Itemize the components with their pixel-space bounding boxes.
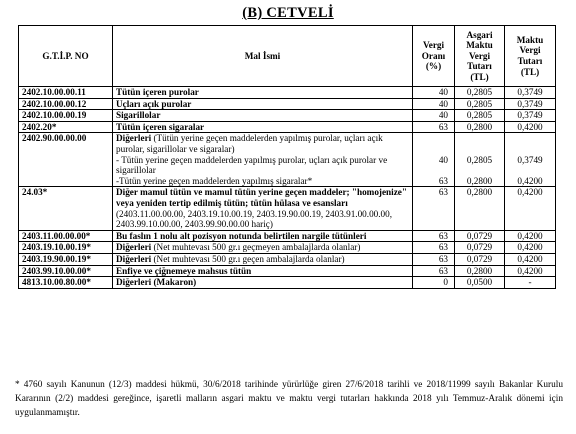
table-row [19,133,556,187]
table-row [19,277,556,289]
row-rate: 40 [413,87,455,99]
table-row [19,98,556,110]
row-min-tax: 0,0729 [455,242,505,254]
row-name: Tütün içeren sigaralar [113,121,413,133]
row-name-rest: (Net muhtevası 500 gr.ı geçmeyen ambalajlarda olanlar) [151,242,361,253]
row-sub-item: -Tütün yerine geçen maddelerden yapılmış sigaralar* [116,175,313,186]
row-rate: 40 [413,98,455,110]
row-rate-sub1: 40 [438,154,448,165]
row-min-tax: 0,2800 [455,121,505,133]
row-name-bold: Diğer mamul tütün ve mamul tütün yerine geçen maddeler; "homojenize" veya yeniden tertip edilmiş tütün; tütün hülasa ve esansları [116,187,407,208]
row-name-rest: (Net muhtevası 500 gr.ı geçen ambalajlarda olanlar) [151,253,345,264]
table-row [19,253,556,265]
row-fixed-tax [505,133,556,187]
row-code: 2402.10.00.00.19 [19,110,113,122]
table-row [19,230,556,242]
row-fixed-tax: 0,3749 [505,98,556,110]
row-min-tax: 0,0729 [455,230,505,242]
row-name-rest: (2403.11.00.00.00, 2403.19.10.00.19, 2403.19.90.00.19, 2403.91.00.00.00, 2403.99.10.00.00, 2403.99.90.00.00 hariç) [116,208,393,230]
row-rate: 63 [413,187,455,230]
row-fixed-tax: 0,4200 [505,253,556,265]
row-code: 2403.19.10.00.19* [19,242,113,254]
row-min-sub1: 0,2805 [466,154,493,165]
row-rate: 63 [413,242,455,254]
row-sub-item: - Tütün yerine geçen maddelerden yapılmış purolar, uçları açık purolar ve sigarillolar [116,154,388,176]
row-name [113,133,413,187]
header-min-tax: Asgari Maktu Vergi Tutarı (TL) [455,26,505,87]
row-name: Sigarillolar [113,110,413,122]
table-header-row [19,26,556,87]
row-min-tax: 0,2805 [455,98,505,110]
row-code: 2402.10.00.00.11 [19,87,113,99]
row-code: 2402.20* [19,121,113,133]
row-fixed-tax: 0,4200 [505,265,556,277]
header-rate: Vergi Oranı (%) [413,26,455,87]
row-code: 24.03* [19,187,113,230]
row-name-rest: (Tütün yerine geçen maddelerden yapılmış purolar, uçları açık purolar, sigarillolar ve sigaralar) [116,133,383,154]
row-name: Tütün içeren purolar [113,87,413,99]
row-name: Uçları açık purolar [113,98,413,110]
row-min-tax: 0,0729 [455,253,505,265]
row-min-tax: 0,0500 [455,277,505,289]
table-row [19,187,556,230]
table-row [19,110,556,122]
row-code: 4813.10.00.80.00* [19,277,113,289]
row-fixed-tax: 0,4200 [505,230,556,242]
row-rate: 40 [413,110,455,122]
row-rate [413,133,455,187]
row-fixed-tax: 0,3749 [505,87,556,99]
row-rate: 63 [413,230,455,242]
row-name [113,253,413,265]
row-code: 2402.10.00.00.12 [19,98,113,110]
row-name [113,277,413,289]
row-name-bold: Diğerleri [116,242,152,253]
row-code: 2403.99.10.00.00* [19,265,113,277]
row-name-bold: Diğerleri [116,133,152,144]
row-rate: 63 [413,265,455,277]
header-code: G.T.İ.P. NO [19,26,113,87]
table-row [19,242,556,254]
row-name-bold: Diğerleri [116,253,152,264]
header-fixed-tax: Maktu Vergi Tutarı (TL) [505,26,556,87]
row-fixed-tax: 0,4200 [505,187,556,230]
row-fixed-tax: - [505,277,556,289]
table-row [19,121,556,133]
row-code: 2403.19.90.00.19* [19,253,113,265]
row-name [113,187,413,230]
row-min-tax [455,133,505,187]
row-rate: 63 [413,121,455,133]
row-min-sub2: 0,2800 [466,175,493,186]
row-fixed-sub2: 0,4200 [517,175,543,186]
row-min-tax: 0,2800 [455,265,505,277]
row-name-bold: Diğerleri [116,277,152,288]
row-rate: 0 [413,277,455,289]
row-min-tax: 0,2805 [455,87,505,99]
row-rate: 63 [413,253,455,265]
row-code: 2402.90.00.00.00 [19,133,113,187]
table-row [19,87,556,99]
row-name [113,242,413,254]
page-title: (B) CETVELİ [242,5,334,21]
row-rate-sub2: 63 [438,175,448,186]
row-fixed-sub1: 0,3749 [517,154,543,165]
row-min-tax: 0,2805 [455,110,505,122]
row-min-tax: 0,2800 [455,187,505,230]
row-fixed-tax: 0,3749 [505,110,556,122]
footnote: * 4760 sayılı Kanunun (12/3) maddesi hükmü, 30/6/2018 tarihinde yürürlüğe giren 27/6/2018 tarihli ve 2018/11999 sayılı Bakanlar Kurulu Kararının (2/2) maddesi gereğince, işaretli malların asgari maktu ve maktu vergi tutarları hakkında 2018 yılı Temmuz-Aralık dönemi için uygulanmamıştır. [15,380,563,418]
row-name: Bu faslın 1 nolu alt pozisyon notunda belirtilen nargile tütünleri [113,230,413,242]
row-name-rest: (Makaron) [151,277,197,288]
header-name: Mal İsmi [113,26,413,87]
row-fixed-tax: 0,4200 [505,242,556,254]
tax-schedule-table [18,25,556,289]
row-fixed-tax: 0,4200 [505,121,556,133]
row-code: 2403.11.00.00.00* [19,230,113,242]
table-row [19,265,556,277]
row-name: Enfiye ve çiğnemeye mahsus tütün [113,265,413,277]
